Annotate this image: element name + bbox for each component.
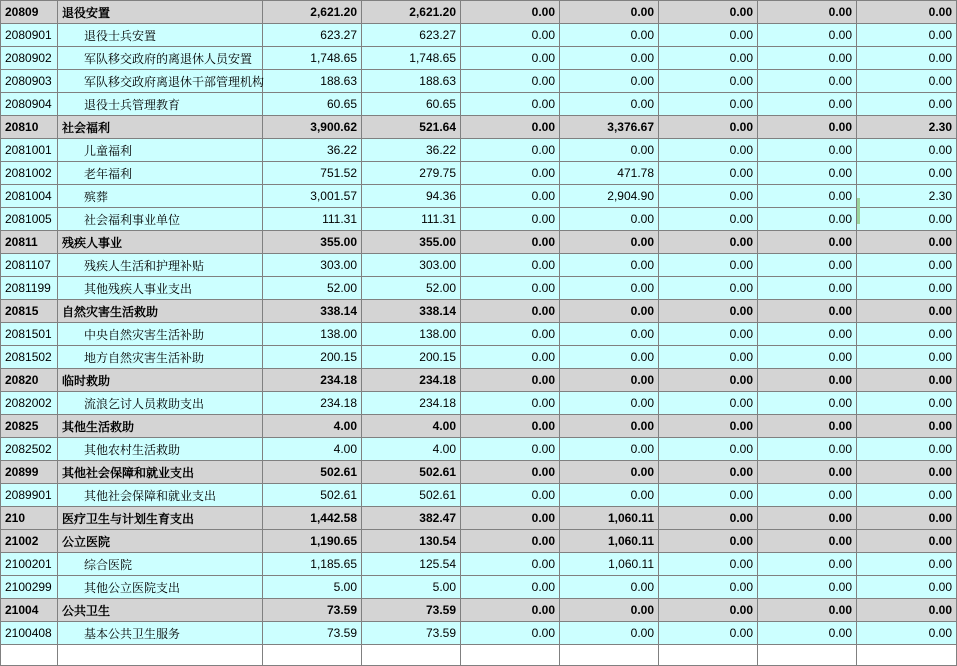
- cell-subject-code: 20899: [1, 461, 58, 484]
- cell-amount: 0.00: [758, 415, 857, 438]
- cell-amount: 0.00: [461, 622, 560, 645]
- cell-amount: 111.31: [263, 208, 362, 231]
- table-row[interactable]: [1, 599, 957, 622]
- cell-amount: 0.00: [758, 139, 857, 162]
- cell-amount: 0.00: [758, 484, 857, 507]
- cell-amount: 234.18: [362, 369, 461, 392]
- cell-amount: 0.00: [461, 24, 560, 47]
- cell-amount: 4.00: [263, 438, 362, 461]
- cell-amount: 0.00: [461, 47, 560, 70]
- table-row[interactable]: [1, 369, 957, 392]
- cell-amount: 0.00: [758, 231, 857, 254]
- cell-amount: 138.00: [263, 323, 362, 346]
- cell-subject-name: 自然灾害生活救助: [58, 300, 263, 323]
- table-row[interactable]: [1, 162, 957, 185]
- cell-empty: [758, 645, 857, 666]
- cell-amount: 0.00: [659, 461, 758, 484]
- cell-amount: 0.00: [560, 277, 659, 300]
- table-row[interactable]: [1, 1, 957, 24]
- cell-amount: 0.00: [758, 576, 857, 599]
- cell-amount: 0.00: [857, 346, 957, 369]
- cell-subject-name: 医疗卫生与计划生育支出: [58, 507, 263, 530]
- cell-subject-name: 中央自然灾害生活补助: [58, 323, 263, 346]
- cell-amount: 0.00: [857, 47, 957, 70]
- cell-amount: 36.22: [263, 139, 362, 162]
- cell-amount: 0.00: [659, 392, 758, 415]
- cell-amount: 0.00: [857, 576, 957, 599]
- table-row[interactable]: [1, 70, 957, 93]
- cell-amount: 0.00: [461, 185, 560, 208]
- cell-amount: 5.00: [263, 576, 362, 599]
- cell-amount: 0.00: [659, 599, 758, 622]
- cell-subject-name: 其他公立医院支出: [58, 576, 263, 599]
- cell-amount: 0.00: [659, 162, 758, 185]
- cell-amount: 0.00: [758, 208, 857, 231]
- cell-amount: 0.00: [758, 553, 857, 576]
- table-row[interactable]: [1, 139, 957, 162]
- cell-amount: 0.00: [659, 47, 758, 70]
- cell-amount: 0.00: [659, 622, 758, 645]
- cell-amount: 279.75: [362, 162, 461, 185]
- cell-subject-name: 残疾人生活和护理补贴: [58, 254, 263, 277]
- cell-amount: 1,185.65: [263, 553, 362, 576]
- cell-subject-code: 2080904: [1, 93, 58, 116]
- cell-amount: 0.00: [560, 231, 659, 254]
- cell-amount: 0.00: [659, 1, 758, 24]
- cell-amount: 0.00: [461, 461, 560, 484]
- cell-empty: [560, 645, 659, 666]
- cell-amount: 0.00: [857, 438, 957, 461]
- cell-amount: 0.00: [461, 530, 560, 553]
- cell-amount: 0.00: [857, 415, 957, 438]
- cell-subject-name: 其他社会保障和就业支出: [58, 484, 263, 507]
- cell-empty: [1, 645, 58, 666]
- cell-subject-name: 基本公共卫生服务: [58, 622, 263, 645]
- cell-subject-name: 社会福利: [58, 116, 263, 139]
- row-selection-marker: [857, 198, 860, 224]
- cell-amount: 0.00: [461, 231, 560, 254]
- cell-amount: 5.00: [362, 576, 461, 599]
- cell-amount: 502.61: [263, 484, 362, 507]
- cell-subject-name: 其他残疾人事业支出: [58, 277, 263, 300]
- cell-amount: 0.00: [560, 346, 659, 369]
- cell-amount: 0.00: [659, 323, 758, 346]
- cell-amount: 1,442.58: [263, 507, 362, 530]
- cell-amount: 0.00: [560, 300, 659, 323]
- cell-subject-code: 2081501: [1, 323, 58, 346]
- cell-subject-code: 21002: [1, 530, 58, 553]
- cell-amount: 0.00: [461, 576, 560, 599]
- table-row[interactable]: [1, 415, 957, 438]
- cell-amount: 125.54: [362, 553, 461, 576]
- cell-amount: 36.22: [362, 139, 461, 162]
- cell-amount: 1,060.11: [560, 553, 659, 576]
- cell-subject-name: 残疾人事业: [58, 231, 263, 254]
- cell-amount: 0.00: [560, 208, 659, 231]
- table-row[interactable]: [1, 438, 957, 461]
- cell-amount: 0.00: [758, 47, 857, 70]
- cell-amount: 0.00: [857, 70, 957, 93]
- cell-subject-code: 2081001: [1, 139, 58, 162]
- cell-amount: 188.63: [263, 70, 362, 93]
- cell-empty: [857, 645, 957, 666]
- budget-table-body: [1, 1, 957, 666]
- table-row[interactable]: [1, 507, 957, 530]
- cell-amount: 303.00: [263, 254, 362, 277]
- cell-amount: 138.00: [362, 323, 461, 346]
- cell-subject-name: 退役安置: [58, 1, 263, 24]
- cell-amount: 111.31: [362, 208, 461, 231]
- cell-amount: 188.63: [362, 70, 461, 93]
- cell-amount: 0.00: [857, 24, 957, 47]
- cell-amount: 0.00: [659, 185, 758, 208]
- cell-amount: 0.00: [758, 599, 857, 622]
- cell-amount: 1,748.65: [362, 47, 461, 70]
- cell-amount: 0.00: [659, 116, 758, 139]
- cell-amount: 0.00: [461, 438, 560, 461]
- cell-amount: 0.00: [758, 93, 857, 116]
- cell-amount: 0.00: [758, 530, 857, 553]
- cell-amount: 0.00: [461, 599, 560, 622]
- cell-amount: 623.27: [362, 24, 461, 47]
- cell-amount: 234.18: [362, 392, 461, 415]
- cell-subject-code: 2080903: [1, 70, 58, 93]
- cell-subject-code: 2081502: [1, 346, 58, 369]
- table-row-blank: [1, 645, 957, 666]
- cell-subject-code: 20815: [1, 300, 58, 323]
- cell-amount: 0.00: [758, 622, 857, 645]
- cell-subject-code: 2081199: [1, 277, 58, 300]
- cell-amount: 0.00: [461, 208, 560, 231]
- cell-amount: 0.00: [659, 576, 758, 599]
- cell-amount: 0.00: [461, 162, 560, 185]
- cell-subject-code: 2081005: [1, 208, 58, 231]
- cell-subject-name: 儿童福利: [58, 139, 263, 162]
- cell-amount: 73.59: [263, 622, 362, 645]
- cell-amount: 234.18: [263, 369, 362, 392]
- cell-subject-code: 20820: [1, 369, 58, 392]
- cell-amount: 0.00: [659, 70, 758, 93]
- cell-subject-code: 20809: [1, 1, 58, 24]
- cell-amount: 0.00: [461, 507, 560, 530]
- cell-amount: 0.00: [659, 277, 758, 300]
- cell-subject-code: 20811: [1, 231, 58, 254]
- cell-subject-name: 退役士兵管理教育: [58, 93, 263, 116]
- cell-amount: 200.15: [263, 346, 362, 369]
- cell-amount: 0.00: [560, 70, 659, 93]
- cell-subject-name: 公立医院: [58, 530, 263, 553]
- cell-amount: 0.00: [560, 438, 659, 461]
- table-row[interactable]: [1, 116, 957, 139]
- cell-amount: 0.00: [461, 369, 560, 392]
- table-row[interactable]: [1, 231, 957, 254]
- cell-subject-name: 公共卫生: [58, 599, 263, 622]
- table-row[interactable]: [1, 300, 957, 323]
- cell-amount: 0.00: [857, 461, 957, 484]
- cell-amount: 0.00: [857, 323, 957, 346]
- cell-subject-code: 2100408: [1, 622, 58, 645]
- cell-amount: 0.00: [461, 1, 560, 24]
- table-row[interactable]: [1, 484, 957, 507]
- table-row[interactable]: [1, 24, 957, 47]
- cell-amount: 0.00: [659, 139, 758, 162]
- cell-subject-name: 其他农村生活救助: [58, 438, 263, 461]
- cell-amount: 0.00: [857, 208, 957, 231]
- cell-subject-name: 殡葬: [58, 185, 263, 208]
- cell-amount: 0.00: [857, 599, 957, 622]
- cell-amount: 382.47: [362, 507, 461, 530]
- cell-amount: 0.00: [857, 553, 957, 576]
- cell-amount: 0.00: [758, 70, 857, 93]
- cell-subject-name: 社会福利事业单位: [58, 208, 263, 231]
- cell-amount: 0.00: [857, 369, 957, 392]
- cell-empty: [362, 645, 461, 666]
- cell-amount: 0.00: [857, 139, 957, 162]
- cell-amount: 502.61: [362, 461, 461, 484]
- table-row[interactable]: [1, 622, 957, 645]
- cell-amount: 0.00: [758, 507, 857, 530]
- cell-amount: 200.15: [362, 346, 461, 369]
- cell-amount: 0.00: [461, 300, 560, 323]
- cell-amount: 73.59: [362, 599, 461, 622]
- cell-amount: 0.00: [758, 1, 857, 24]
- table-row[interactable]: [1, 461, 957, 484]
- cell-amount: 2,621.20: [263, 1, 362, 24]
- cell-amount: 0.00: [758, 438, 857, 461]
- cell-amount: 0.00: [659, 438, 758, 461]
- cell-amount: 502.61: [263, 461, 362, 484]
- cell-amount: 0.00: [461, 392, 560, 415]
- cell-subject-name: 军队移交政府离退休干部管理机构: [58, 70, 263, 93]
- cell-amount: 0.00: [857, 507, 957, 530]
- cell-amount: 0.00: [461, 93, 560, 116]
- cell-amount: 0.00: [857, 254, 957, 277]
- cell-amount: 0.00: [659, 254, 758, 277]
- cell-amount: 2,904.90: [560, 185, 659, 208]
- table-row[interactable]: [1, 323, 957, 346]
- cell-amount: 0.00: [758, 277, 857, 300]
- cell-amount: 0.00: [560, 139, 659, 162]
- cell-amount: 4.00: [362, 415, 461, 438]
- cell-amount: 338.14: [263, 300, 362, 323]
- cell-amount: 0.00: [758, 300, 857, 323]
- cell-amount: 94.36: [362, 185, 461, 208]
- cell-amount: 0.00: [857, 277, 957, 300]
- cell-amount: 0.00: [560, 47, 659, 70]
- cell-amount: 130.54: [362, 530, 461, 553]
- cell-subject-code: 2081107: [1, 254, 58, 277]
- cell-amount: 0.00: [461, 277, 560, 300]
- cell-amount: 0.00: [659, 208, 758, 231]
- table-row[interactable]: [1, 93, 957, 116]
- cell-amount: 3,376.67: [560, 116, 659, 139]
- cell-subject-code: 210: [1, 507, 58, 530]
- cell-amount: 0.00: [560, 415, 659, 438]
- cell-amount: 0.00: [758, 392, 857, 415]
- cell-amount: 0.00: [758, 254, 857, 277]
- cell-empty: [58, 645, 263, 666]
- cell-subject-name: 老年福利: [58, 162, 263, 185]
- cell-amount: 0.00: [857, 392, 957, 415]
- cell-amount: 0.00: [461, 484, 560, 507]
- cell-amount: 4.00: [362, 438, 461, 461]
- cell-amount: 60.65: [263, 93, 362, 116]
- table-row[interactable]: [1, 530, 957, 553]
- cell-amount: 0.00: [659, 553, 758, 576]
- cell-amount: 0.00: [659, 231, 758, 254]
- cell-subject-name: 临时救助: [58, 369, 263, 392]
- cell-subject-code: 2080901: [1, 24, 58, 47]
- cell-amount: 0.00: [659, 415, 758, 438]
- cell-amount: 0.00: [659, 300, 758, 323]
- cell-amount: 0.00: [461, 254, 560, 277]
- cell-amount: 0.00: [857, 162, 957, 185]
- cell-amount: 0.00: [857, 530, 957, 553]
- cell-amount: 1,748.65: [263, 47, 362, 70]
- cell-subject-code: 2089901: [1, 484, 58, 507]
- cell-amount: 1,190.65: [263, 530, 362, 553]
- cell-subject-name: 其他社会保障和就业支出: [58, 461, 263, 484]
- cell-amount: 0.00: [857, 93, 957, 116]
- cell-amount: 0.00: [461, 553, 560, 576]
- table-row[interactable]: [1, 553, 957, 576]
- cell-amount: 60.65: [362, 93, 461, 116]
- cell-amount: 2,621.20: [362, 1, 461, 24]
- cell-amount: 355.00: [362, 231, 461, 254]
- cell-amount: 0.00: [560, 24, 659, 47]
- cell-subject-name: 流浪乞讨人员救助支出: [58, 392, 263, 415]
- cell-amount: 0.00: [758, 185, 857, 208]
- cell-subject-code: 2100299: [1, 576, 58, 599]
- cell-amount: 0.00: [560, 323, 659, 346]
- cell-amount: 0.00: [560, 576, 659, 599]
- cell-amount: 0.00: [461, 415, 560, 438]
- cell-amount: 502.61: [362, 484, 461, 507]
- cell-amount: 0.00: [560, 461, 659, 484]
- cell-amount: 521.64: [362, 116, 461, 139]
- cell-amount: 0.00: [461, 139, 560, 162]
- cell-amount: 0.00: [560, 369, 659, 392]
- cell-amount: 1,060.11: [560, 530, 659, 553]
- cell-subject-code: 2082502: [1, 438, 58, 461]
- cell-subject-name: 其他生活救助: [58, 415, 263, 438]
- cell-amount: 0.00: [659, 24, 758, 47]
- cell-amount: 0.00: [857, 300, 957, 323]
- cell-amount: 52.00: [362, 277, 461, 300]
- cell-amount: 751.52: [263, 162, 362, 185]
- cell-amount: 0.00: [461, 323, 560, 346]
- table-row[interactable]: [1, 576, 957, 599]
- cell-subject-code: 2080902: [1, 47, 58, 70]
- cell-amount: 0.00: [659, 369, 758, 392]
- cell-subject-code: 2081004: [1, 185, 58, 208]
- cell-amount: 623.27: [263, 24, 362, 47]
- cell-amount: 2.30: [857, 185, 957, 208]
- cell-subject-code: 2100201: [1, 553, 58, 576]
- table-row[interactable]: [1, 277, 957, 300]
- cell-subject-name: 地方自然灾害生活补助: [58, 346, 263, 369]
- cell-amount: 73.59: [263, 599, 362, 622]
- cell-amount: 355.00: [263, 231, 362, 254]
- cell-amount: 0.00: [659, 93, 758, 116]
- cell-amount: 0.00: [560, 1, 659, 24]
- cell-amount: 0.00: [461, 116, 560, 139]
- cell-amount: 303.00: [362, 254, 461, 277]
- cell-amount: 0.00: [659, 484, 758, 507]
- cell-empty: [461, 645, 560, 666]
- cell-amount: 0.00: [857, 231, 957, 254]
- cell-amount: 0.00: [560, 622, 659, 645]
- cell-subject-name: 退役士兵安置: [58, 24, 263, 47]
- cell-empty: [659, 645, 758, 666]
- cell-amount: 4.00: [263, 415, 362, 438]
- cell-subject-code: 20825: [1, 415, 58, 438]
- table-row[interactable]: [1, 208, 957, 231]
- cell-amount: 0.00: [758, 346, 857, 369]
- cell-amount: 0.00: [758, 116, 857, 139]
- table-row[interactable]: [1, 185, 957, 208]
- table-row[interactable]: [1, 346, 957, 369]
- cell-amount: 52.00: [263, 277, 362, 300]
- cell-amount: 0.00: [560, 599, 659, 622]
- table-row[interactable]: [1, 254, 957, 277]
- cell-amount: 0.00: [659, 346, 758, 369]
- cell-subject-name: 军队移交政府的离退休人员安置: [58, 47, 263, 70]
- cell-empty: [263, 645, 362, 666]
- cell-amount: 471.78: [560, 162, 659, 185]
- cell-amount: 0.00: [758, 24, 857, 47]
- cell-amount: 3,001.57: [263, 185, 362, 208]
- table-row[interactable]: [1, 47, 957, 70]
- cell-amount: 1,060.11: [560, 507, 659, 530]
- cell-amount: 0.00: [758, 323, 857, 346]
- cell-amount: 0.00: [560, 254, 659, 277]
- cell-subject-code: 2082002: [1, 392, 58, 415]
- cell-amount: 0.00: [560, 93, 659, 116]
- cell-amount: 0.00: [758, 162, 857, 185]
- cell-amount: 2.30: [857, 116, 957, 139]
- cell-amount: 0.00: [461, 346, 560, 369]
- cell-amount: 3,900.62: [263, 116, 362, 139]
- cell-amount: 234.18: [263, 392, 362, 415]
- cell-amount: 0.00: [560, 484, 659, 507]
- table-row[interactable]: [1, 392, 957, 415]
- cell-subject-name: 综合医院: [58, 553, 263, 576]
- cell-amount: 338.14: [362, 300, 461, 323]
- cell-amount: 0.00: [857, 484, 957, 507]
- cell-amount: 0.00: [659, 507, 758, 530]
- cell-amount: 0.00: [857, 622, 957, 645]
- cell-amount: 0.00: [857, 1, 957, 24]
- cell-amount: 0.00: [758, 369, 857, 392]
- cell-amount: 0.00: [560, 392, 659, 415]
- cell-amount: 0.00: [659, 530, 758, 553]
- cell-amount: 73.59: [362, 622, 461, 645]
- cell-subject-code: 21004: [1, 599, 58, 622]
- cell-amount: 0.00: [461, 70, 560, 93]
- cell-amount: 0.00: [758, 461, 857, 484]
- cell-subject-code: 20810: [1, 116, 58, 139]
- cell-subject-code: 2081002: [1, 162, 58, 185]
